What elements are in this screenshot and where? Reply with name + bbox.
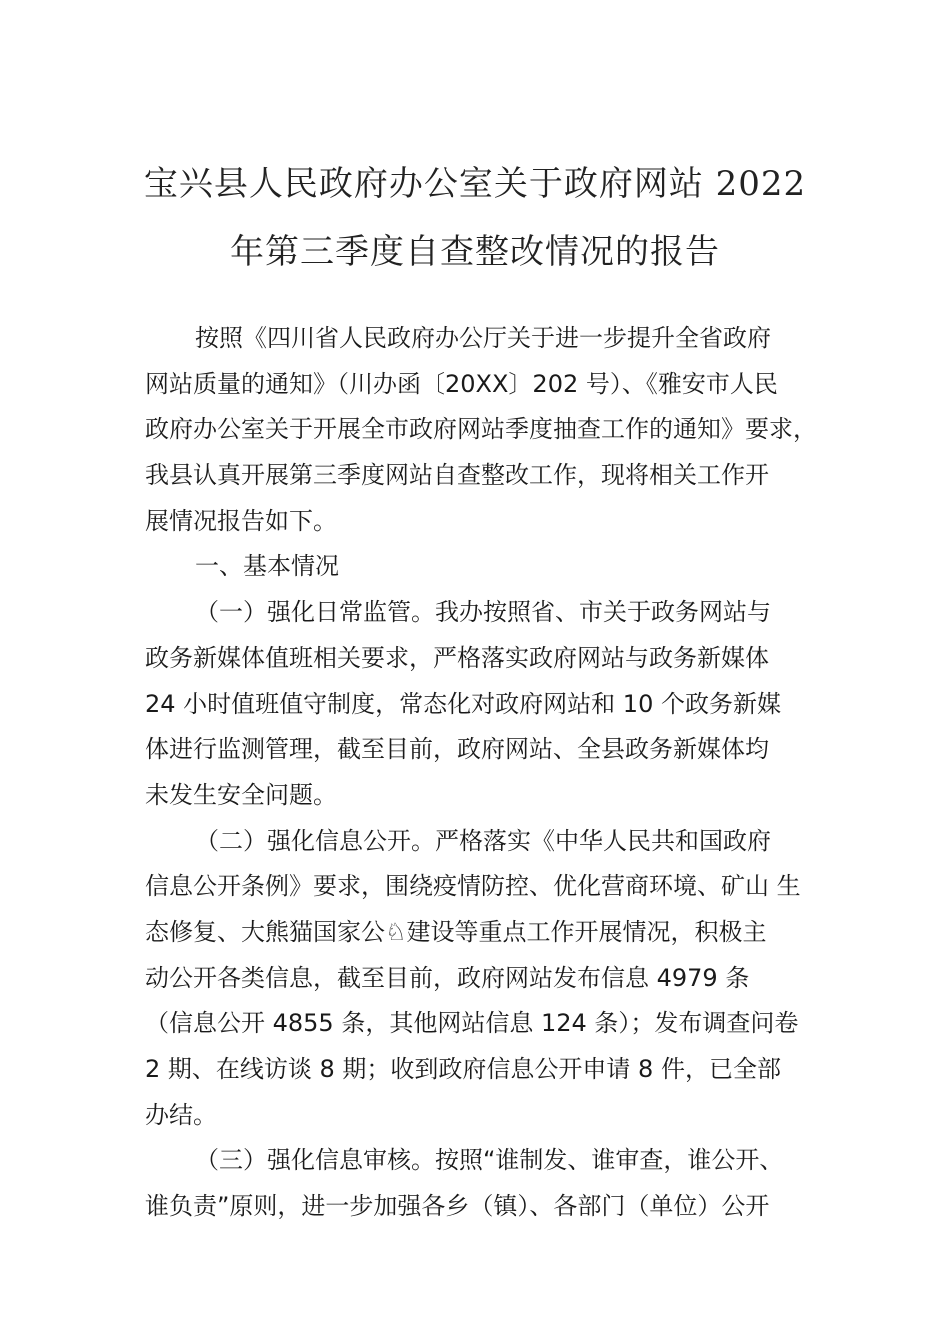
paragraph-line: 网站质量的通知》（川办函〔20XX〕202 号）、《雅安市人民 [145, 369, 778, 398]
paragraph-line: 态修复、大熊猫国家公♘建设等重点工作开展情况，积极主 [145, 917, 767, 946]
document-body [145, 316, 825, 1230]
paragraph-line: （信息公开 4855 条，其他网站信息 124 条）；发布调查问卷 [145, 1009, 799, 1038]
paragraph-line: 体进行监测管理，截至目前，政府网站、全县政务新媒体均 [145, 735, 769, 764]
paragraph-line: 办结。 [145, 1100, 217, 1129]
paragraph-line: 展情况报告如下。 [145, 506, 337, 535]
section-heading: 一、基本情况 [195, 552, 339, 581]
title-line: 宝兴县人民政府办公室关于政府网站 2022 [143, 164, 807, 204]
paragraph-line: 政务新媒体值班相关要求，严格落实政府网站与政务新媒体 [145, 643, 769, 672]
paragraph-line: 谁负责”原则，进一步加强各乡（镇）、各部门（单位）公开 [145, 1192, 770, 1221]
paragraph-line: 信息公开条例》要求，围绕疫情防控、优化营商环境、矿山 生 [145, 872, 801, 901]
paragraph-line: 2 期、在线访谈 8 期；收到政府信息公开申请 8 件，已全部 [145, 1055, 781, 1083]
paragraph-line: （二）强化信息公开。严格落实《中华人民共和国政府 [195, 826, 771, 855]
paragraph-line: 24 小时值班值守制度，常态化对政府网站和 10 个政务新媒 [145, 689, 781, 718]
paragraph-line: 政府办公室关于开展全市政府网站季度抽查工作的通知》要求， [145, 415, 817, 444]
document-title [120, 150, 830, 286]
title-line: 年第三季度自查整改情况的报告 [230, 232, 720, 272]
paragraph-line: 未发生安全问题。 [145, 780, 337, 809]
paragraph-line: 动公开各类信息，截至目前，政府网站发布信息 4979 条 [145, 963, 750, 992]
paragraph-line: 按照《四川省人民政府办公厅关于进一步提升全省政府 [195, 324, 771, 352]
paragraph-line: 我县认真开展第三季度网站自查整改工作，现将相关工作开 [145, 461, 769, 490]
paragraph-line: （三）强化信息审核。按照“谁制发、谁审查，谁公开、 [195, 1146, 784, 1175]
paragraph-line: （一）强化日常监管。我办按照省、市关于政务网站与 [195, 598, 771, 627]
